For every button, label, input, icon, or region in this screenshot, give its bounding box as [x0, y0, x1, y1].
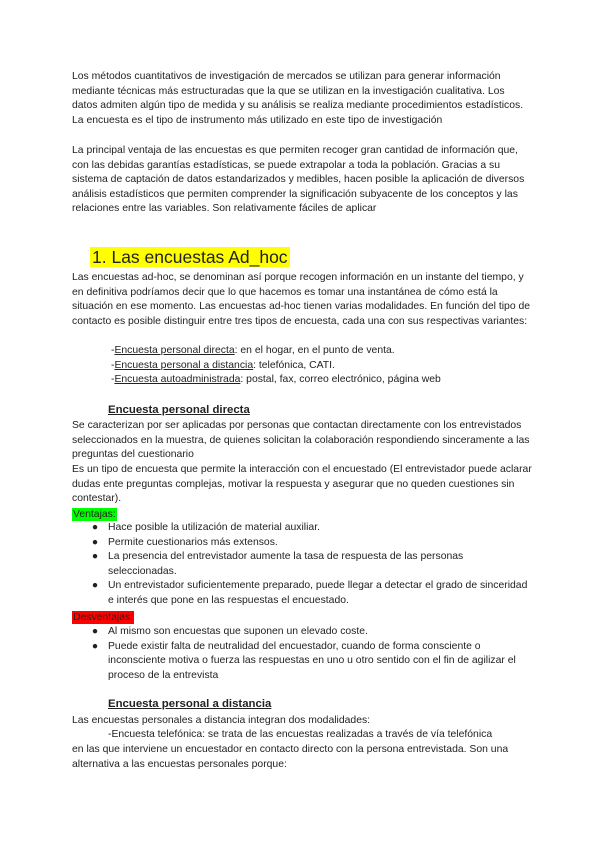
distancia-paragraph-1: Las encuestas personales a distancia integran dos modalidades: [72, 715, 371, 726]
bullet-icon: ● [91, 580, 99, 592]
distancia-paragraph-2-first-line: -Encuesta telefónica: se trata de las encuestas realizadas a través de vía telefónica [108, 729, 493, 740]
list-item: ● Puede existir falta de neutralidad del encuestador, cuando de forma consciente o inconsciente motiva o fuerza las respuestas en uno u otro sentido con el fin de agilizar el proceso de la entrevista [88, 640, 533, 684]
list-item: ● Hace posible la utilización de material auxiliar. [88, 521, 533, 536]
list-item: ● La presencia del entrevistador aumente la tasa de respuesta de las personas seleccionadas. [88, 550, 533, 579]
ventajas-label: Ventajas: [73, 509, 116, 520]
intro-paragraph-2: La principal ventaja de las encuestas es que permiten recoger gran cantidad de información que, con las debidas garantías estadísticas, se puede extrapolar a toda la población. Gracias a su sistema de captación de datos estandarizados y medibles, hacen posible la aplicación de diversos análisis estadísticos que permiten comprender la significación subyacente de los conceptos y las relaciones entre las variables. Son relativamente fáciles de aplicar [72, 145, 525, 215]
directa-paragraph-1: Se caracterizan por ser aplicadas por personas que contactan directamente con los entrevistados seleccionados en la muestra, de quienes solicitan la colaboración respondiendo sinceramente a las preguntas del cuestionario [72, 420, 530, 461]
list-item: ● Al mismo son encuestas que suponen un elevado coste. [88, 625, 533, 640]
ventajas-list [88, 521, 533, 609]
bullet-icon: ● [91, 551, 99, 563]
subheading-directa: Encuesta personal directa [108, 404, 250, 416]
directa-paragraph-2: Es un tipo de encuesta que permite la interacción con el encuestado (El entrevistador puede aclarar dudas ente preguntas complejas, motivar la respuesta y asegurar que no queden cuestiones sin contestar). [72, 464, 532, 505]
intro-paragraph-1: Los métodos cuantitativos de investigación de mercados se utilizan para generar información mediante técnicas más estructuradas que la que se utilizan en la investigación cualitativa. Los datos admiten algún tipo de medida y su análisis se realiza mediante procedimientos estadísticos. La encuesta es el tipo de instrumento más utilizado en este tipo de investigación [72, 71, 524, 126]
list-item: -Encuesta personal a distancia: telefónica, CATI. [111, 359, 335, 371]
desventajas-label: Desventajas: [73, 612, 134, 623]
list-item: -Encuesta personal directa: en el hogar, en el punto de venta. [111, 345, 395, 356]
survey-types-list [111, 344, 531, 388]
distancia-paragraph-2-rest: en las que interviene un encuestador en contacto directo con la persona entrevistada. Son una alternativa a las encuestas personales porque: [72, 744, 509, 770]
list-item: ● Un entrevistador suficientemente preparado, puede llegar a detectar el grado de sinceridad e interés que pone en las respuestas el encuestado. [88, 579, 533, 608]
ad-hoc-paragraph: Las encuestas ad-hoc, se denominan así porque recogen información en un instante del tiempo, y en definitiva podríamos decir que lo que hacemos es tomar una instantánea de cómo está la situación en ese momento. Las encuestas ad-hoc tienen varias modalidades. En función del tipo de contacto es posible distinguir entre tres tipos de encuesta, cada una con sus respectivas variantes: [72, 272, 531, 327]
list-item: ● Permite cuestionarios más extensos. [88, 536, 533, 551]
bullet-icon: ● [91, 640, 99, 652]
desventajas-list [88, 625, 533, 683]
section-heading-ad-hoc: 1. Las encuestas Ad_hoc [92, 247, 288, 267]
bullet-icon: ● [91, 626, 99, 637]
bullet-icon: ● [91, 536, 99, 548]
subheading-distancia: Encuesta personal a distancia [108, 698, 272, 710]
bullet-icon: ● [91, 522, 99, 533]
list-item: -Encuesta autoadministrada: postal, fax, correo electrónico, página web [111, 374, 441, 386]
